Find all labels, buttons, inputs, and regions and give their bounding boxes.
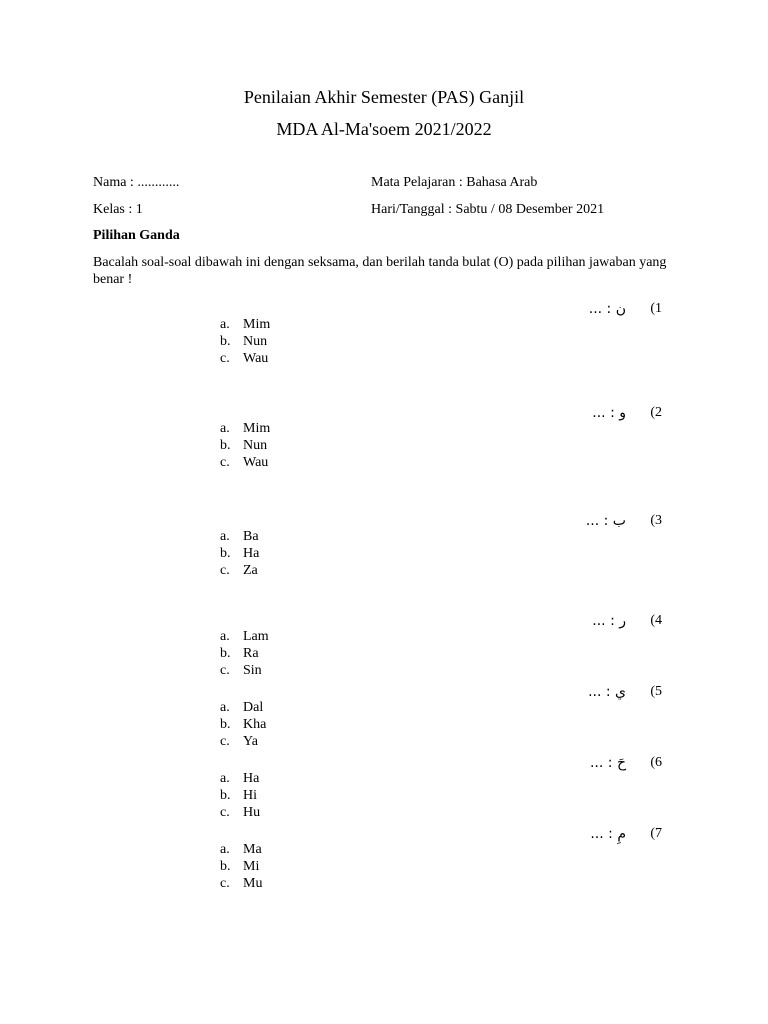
option-c[interactable] (220, 805, 260, 822)
option-b[interactable] (220, 334, 270, 351)
option-b[interactable] (220, 859, 262, 876)
question-line (262, 684, 662, 704)
option-letter: a. (220, 421, 230, 436)
option-list (220, 629, 269, 679)
question-prompt: و : ... (592, 405, 626, 421)
question-number: (3 (650, 513, 662, 528)
option-letter: b. (220, 787, 231, 803)
question-number: (4 (650, 613, 662, 628)
option-text: Dal (243, 700, 264, 715)
question-number: (6 (650, 755, 662, 770)
option-text: Mim (243, 421, 271, 436)
option-letter: a. (220, 529, 230, 544)
date-field: Hari/Tanggal : Sabtu / 08 Desember 2021 (371, 202, 605, 217)
option-text: Mu (243, 875, 263, 891)
option-text: Nun (243, 437, 268, 453)
option-letter: c. (220, 733, 230, 749)
section-title: Pilihan Ganda (93, 228, 180, 243)
option-b[interactable] (220, 788, 260, 805)
question-line (262, 405, 662, 425)
option-a[interactable] (220, 629, 269, 646)
question-number: (5 (650, 684, 662, 699)
option-text: Kha (243, 716, 267, 732)
question-prompt: ن : ... (588, 301, 626, 317)
student-name-field: Nama : ............ (93, 175, 180, 190)
option-text: Ma (243, 842, 262, 857)
option-letter: a. (220, 629, 230, 644)
option-text: Mim (243, 317, 271, 332)
question-number: (2 (650, 405, 662, 420)
option-letter: b. (220, 716, 231, 732)
subject-field: Mata Pelajaran : Bahasa Arab (371, 175, 538, 190)
option-text: Ya (243, 733, 258, 749)
option-list (220, 700, 266, 750)
exam-subtitle: MDA Al-Ma'soem 2021/2022 (276, 119, 492, 139)
option-c[interactable] (220, 876, 262, 893)
option-letter: c. (220, 804, 230, 820)
option-list (220, 529, 259, 579)
option-list (220, 771, 260, 821)
option-text: Ha (243, 771, 260, 786)
option-c[interactable] (220, 734, 266, 751)
instruction-text: Bacalah soal-soal dibawah ini dengan seksama, dan berilah tanda bulat (O) pada pilihan jawaban yang benar ! (93, 255, 667, 287)
question-line (262, 755, 662, 775)
option-a[interactable] (220, 529, 259, 546)
question-line (262, 301, 662, 321)
question-prompt: ر : ... (592, 613, 626, 629)
question-number: (7 (650, 826, 662, 841)
option-c[interactable] (220, 563, 259, 580)
option-text: Sin (243, 662, 262, 678)
question-prompt: مِ : ... (590, 826, 626, 842)
question-number: (1 (650, 301, 662, 316)
option-letter: b. (220, 858, 231, 874)
option-c[interactable] (220, 455, 270, 472)
question-line (262, 826, 662, 846)
option-text: Hi (243, 787, 257, 803)
option-letter: a. (220, 842, 230, 857)
exam-title: Penilaian Akhir Semester (PAS) Ganjil (243, 87, 525, 107)
option-letter: c. (220, 350, 230, 366)
option-letter: a. (220, 771, 230, 786)
option-a[interactable] (220, 317, 270, 334)
option-letter: b. (220, 645, 231, 661)
option-letter: b. (220, 545, 231, 561)
option-letter: c. (220, 662, 230, 678)
option-letter: c. (220, 454, 230, 470)
option-list (220, 421, 270, 471)
option-a[interactable] (220, 421, 270, 438)
option-text: Za (243, 562, 258, 578)
option-letter: c. (220, 875, 230, 891)
question-line (262, 513, 662, 533)
option-a[interactable] (220, 842, 262, 859)
option-letter: a. (220, 317, 230, 332)
option-c[interactable] (220, 663, 269, 680)
option-text: Ra (243, 645, 259, 661)
question-line (262, 613, 662, 633)
option-text: Hu (243, 804, 261, 820)
option-text: Mi (243, 858, 260, 874)
option-c[interactable] (220, 351, 270, 368)
option-a[interactable] (220, 771, 260, 788)
option-list (220, 317, 270, 367)
option-list (220, 842, 262, 892)
class-field: Kelas : 1 (93, 202, 143, 217)
option-text: Ha (243, 545, 260, 561)
question-prompt: ب : ... (585, 513, 626, 529)
option-b[interactable] (220, 717, 266, 734)
option-b[interactable] (220, 646, 269, 663)
option-letter: a. (220, 700, 230, 715)
option-b[interactable] (220, 546, 259, 563)
question-prompt: ي : ... (588, 684, 626, 700)
option-text: Wau (243, 454, 269, 470)
option-text: Wau (243, 350, 269, 366)
option-letter: b. (220, 437, 231, 453)
option-text: Lam (243, 629, 269, 644)
option-letter: b. (220, 333, 231, 349)
option-text: Nun (243, 333, 268, 349)
question-prompt: حَ : ... (589, 755, 626, 771)
option-a[interactable] (220, 700, 266, 717)
option-text: Ba (243, 529, 259, 544)
option-letter: c. (220, 562, 230, 578)
option-b[interactable] (220, 438, 270, 455)
